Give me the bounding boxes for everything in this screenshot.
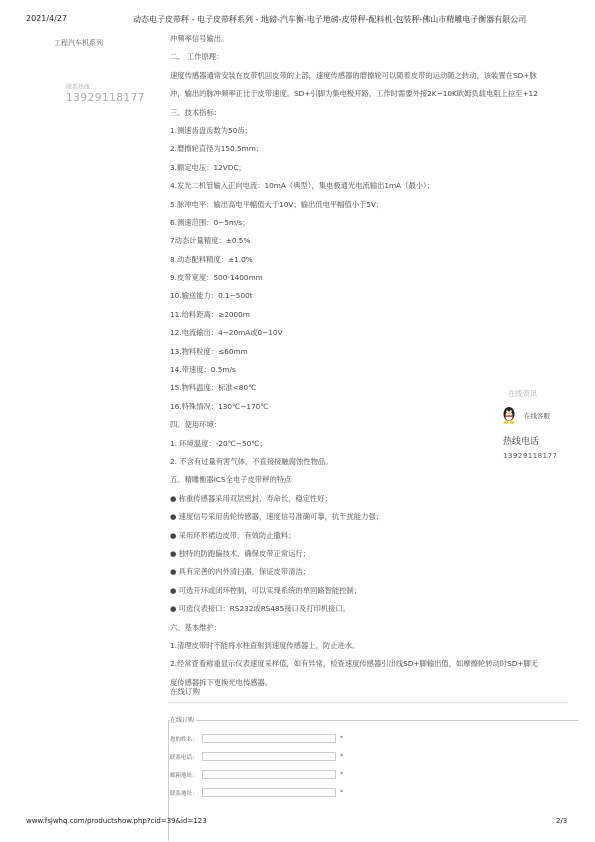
content-line: 11.给料距离：≥2000m <box>170 309 250 319</box>
page-number: 2/3 <box>556 817 568 825</box>
sidebar-category-link[interactable]: 工程汽车机系列 <box>54 39 103 47</box>
content-line: 四、使用环境： <box>170 420 222 430</box>
required-mark: * <box>340 735 343 742</box>
name-label: 您的姓名： <box>170 737 198 743</box>
content-line: ● 采用环形裙边皮带，有效防止撒料； <box>170 530 296 540</box>
page-title: 动态电子皮带秤 - 电子皮带秤系列 - 地磅-汽车衡-电子地磅-皮带秤-配料机-包装秤-佛山市精雕电子衡器有限公司 <box>133 15 527 24</box>
content-line: 12.电流输出：4~20mA或0~10V <box>170 328 283 338</box>
contact-label: 联系热线： <box>66 84 97 91</box>
content-line: 二、 工作原理： <box>170 52 224 62</box>
content-line: 冲，输出的脉冲频率正比于皮带速度。SD+引脚为集电极开路，工作时需要外接2K~10K欧姆负载电阻上拉至+12 <box>170 89 538 99</box>
content-line: 三、技术指标： <box>170 107 222 117</box>
content-line: 16.特殊情况：130℃~170℃ <box>170 401 269 411</box>
content-line: 7动态计量精度：±0.5% <box>170 236 251 246</box>
content-line: ● 可选开环或闭环控制，可以实现系统的单回路智能控制； <box>170 585 362 595</box>
qq-penguin-icon <box>502 406 516 424</box>
content-line: 14.带速度：0.5m/s <box>170 365 236 375</box>
content-line: 1.清理皮带时不能将水柱直射到速度传感器上，防止进水。 <box>170 640 360 650</box>
content-line: 8.动态配料精度：±1.0% <box>170 254 253 264</box>
qq-service-link[interactable] <box>500 406 570 426</box>
order-form-legend: 在线订购 <box>170 717 195 724</box>
content-line: 3.额定电压：12VDC； <box>170 162 246 172</box>
content-line: 5.脉冲电平：输出高电平幅值大于10V；输出低电平幅值小于5V； <box>170 199 384 209</box>
address-input[interactable] <box>202 788 336 797</box>
required-mark: * <box>340 771 343 778</box>
email-input[interactable] <box>202 770 336 779</box>
footer-url: www.fsjwhq.com/productshow.php?cid=39&id=123 <box>26 817 207 825</box>
content-line: ● 可选仪表接口：RS232或RS485接口及打印机接口。 <box>170 604 350 614</box>
order-heading: 在线订购 <box>170 687 200 696</box>
hotline-number: 13929118177 <box>503 452 558 460</box>
content-line: 15.物料温度：标准<80℃ <box>170 383 257 393</box>
content-line: 1.测速齿盘齿数为50齿； <box>170 125 252 135</box>
print-date: 2021/4/27 <box>26 14 68 23</box>
content-line: 6.测速范围：0~5m/s； <box>170 217 250 227</box>
content-line: 冲频率信号输出。 <box>170 34 229 43</box>
content-line: 度传感器拆下更换光电传感器。 <box>170 677 273 687</box>
product-description <box>170 30 565 692</box>
phone-label: 联系电话： <box>170 755 198 761</box>
name-input[interactable] <box>202 734 336 743</box>
phone-input[interactable] <box>202 752 336 761</box>
content-line: 1. 环境温度：-20℃~50℃； <box>170 438 267 448</box>
content-line: 五、精雕衡器ICS全电子皮带秤的特点 <box>170 475 292 485</box>
content-line: 13.物料粒度：≤60mm <box>170 346 248 356</box>
content-line: 六、基本维护： <box>170 622 222 632</box>
content-line: ● 称重传感器采用双层密封，寿命长，稳定性好； <box>170 493 332 503</box>
order-divider <box>168 702 568 703</box>
address-label: 联系地址： <box>170 791 198 797</box>
email-label: 邮箱地址： <box>170 773 198 779</box>
content-line: 4.发光二机管输入正向电流：10mA（典型），集电极通光电流输出1mA（最小）； <box>170 181 434 191</box>
required-mark: * <box>340 753 343 760</box>
content-line: ● 具有完善的内外清扫器，保证皮带清洁； <box>170 567 311 577</box>
content-line: ● 速度信号采用齿轮传感器，速度信号准确可靠，抗干扰能力强； <box>170 512 383 522</box>
content-line: 2.磨擦轮直径为150.5mm； <box>170 144 264 154</box>
hotline-title: 热线电话 <box>503 437 540 447</box>
content-line: ● 独特的防跑偏技术，确保皮带正常运行； <box>170 548 311 558</box>
content-line: 2.经常查看称重显示仪表速度采样值，如有异常，检查速度传感器引出线SD+脚输出值，如摩擦轮转动时SD+脚无 <box>170 659 539 669</box>
content-line: 9.皮带宽度：500-1400mm <box>170 273 263 283</box>
online-info-title: 在线资讯 <box>508 389 538 398</box>
required-mark: * <box>340 789 343 796</box>
content-line: 速度传感器通常安装在皮带机回皮带的上部，速度传感器的磨擦轮可以随着皮带的运动随之转动，该装置在SD+脉 <box>170 70 537 80</box>
content-line: 10.输送能力：0.1~500t <box>170 291 253 301</box>
content-line: 2. 不含有过量有害气体，不直接接触腐蚀性物品。 <box>170 456 333 466</box>
qq-service-label: 在线客服 <box>524 412 550 420</box>
contact-phone: 13929118177 <box>66 92 145 104</box>
